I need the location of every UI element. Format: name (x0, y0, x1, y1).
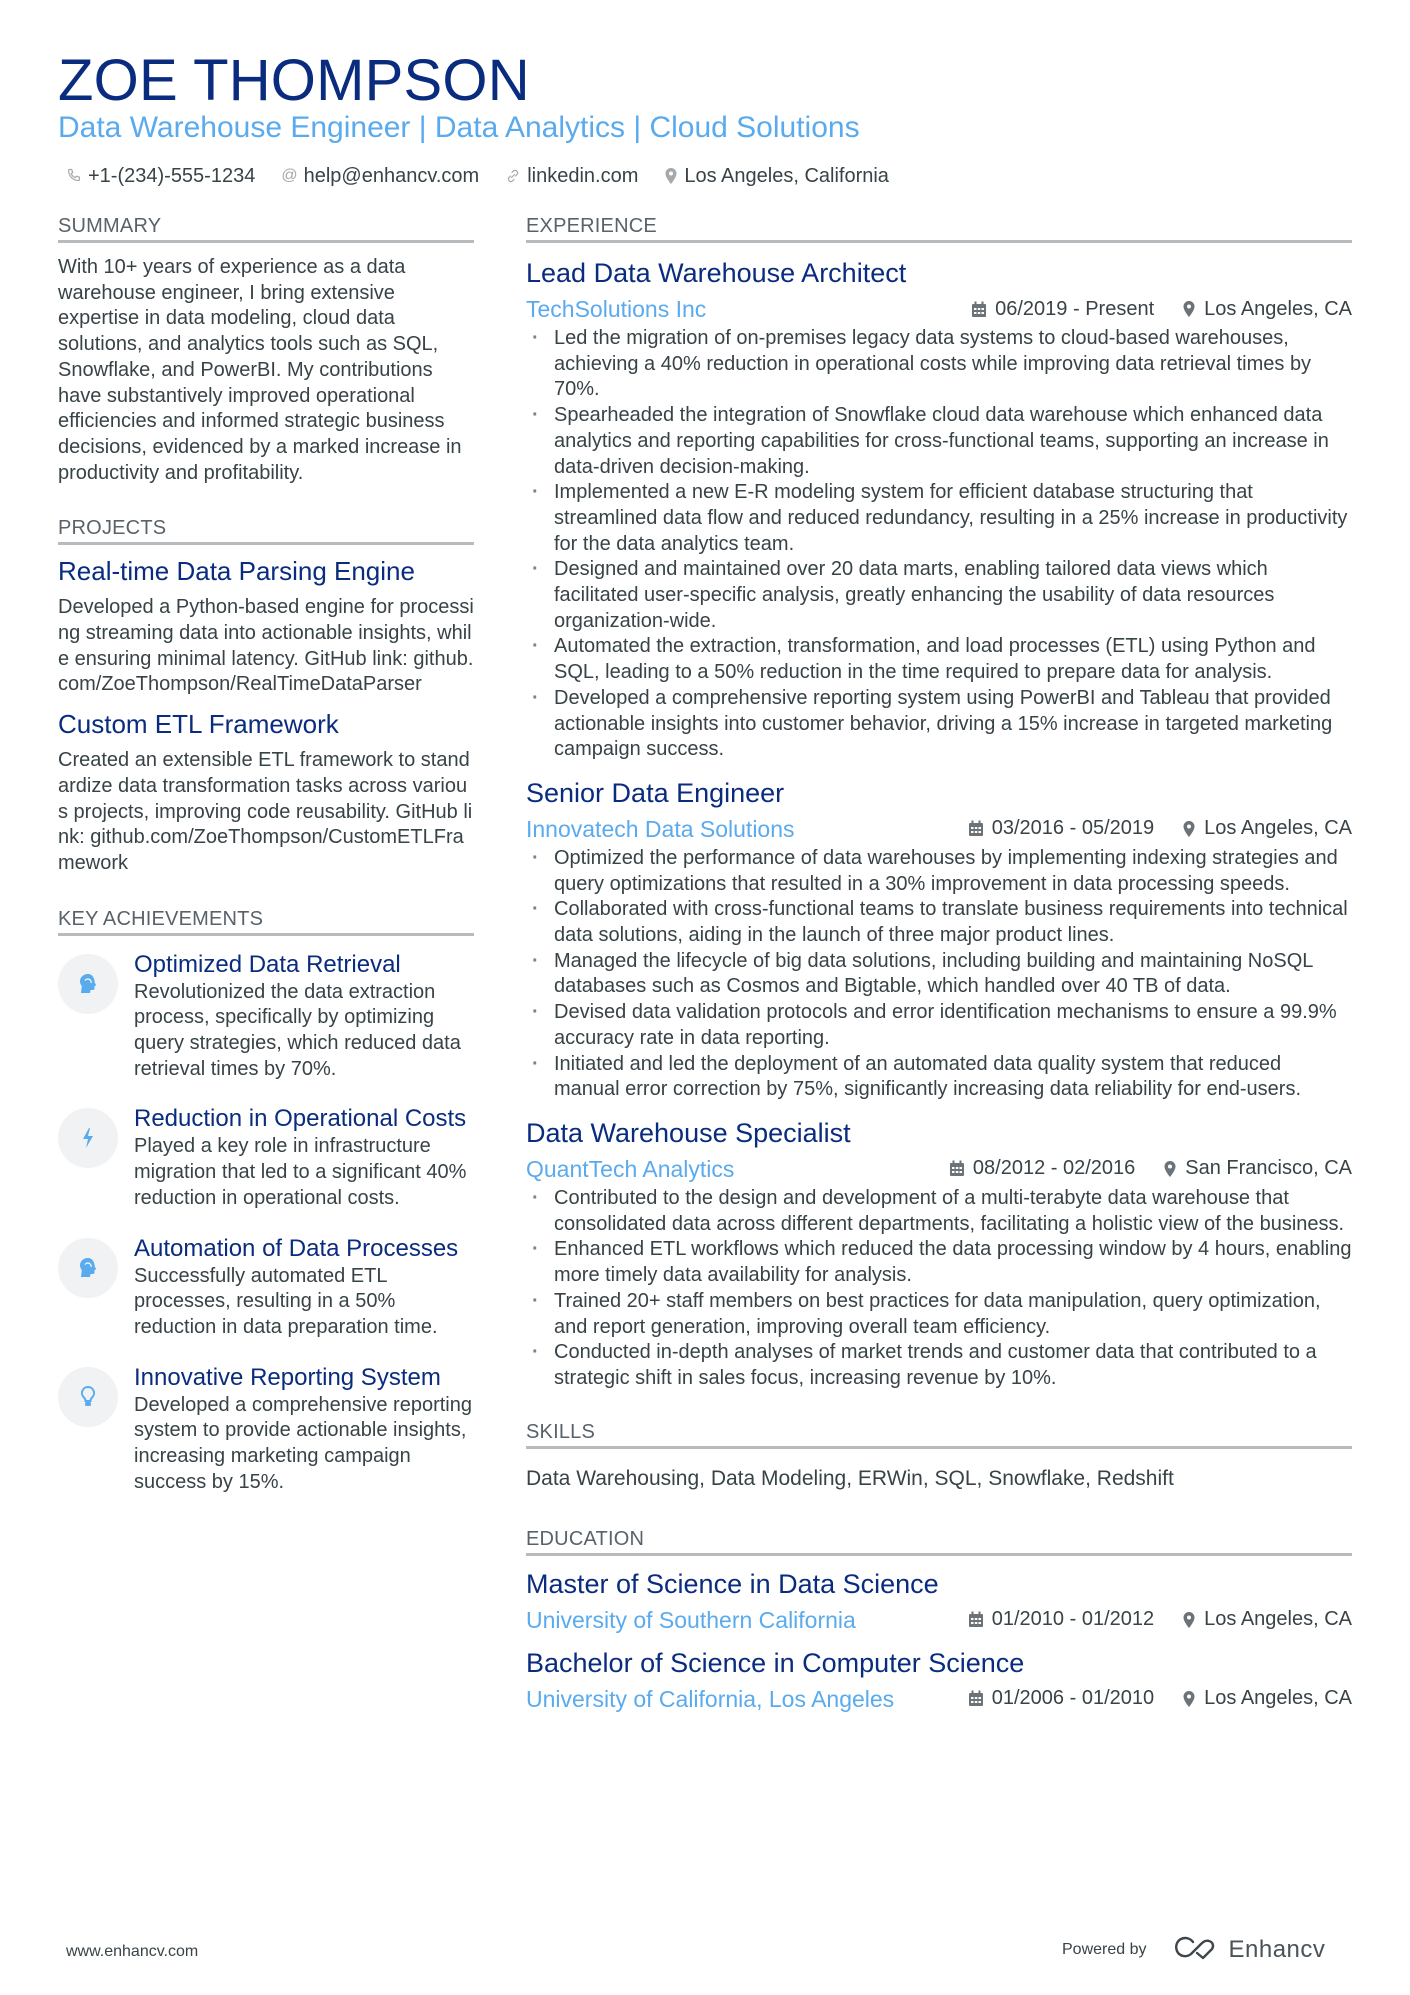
skills-section (526, 1420, 1352, 1493)
achievement-title: Optimized Data Retrieval (134, 950, 401, 978)
achievement-description: Successfully automated ETL processes, resulting in a 50% reduction in data preparation time. (134, 1264, 438, 1338)
location-text: Los Angeles, CA (1204, 297, 1352, 320)
job-title: Data Warehouse Specialist (526, 1117, 851, 1148)
bullet-item: · Spearheaded the integration of Snowflake cloud data warehouse which enhanced data analytics and reporting capabilities for cross-functional teams, supporting an increase in data-driven decision-making. (526, 403, 1352, 480)
job-bullets (526, 1186, 1352, 1392)
map-pin-icon (664, 167, 678, 185)
achievement-title: Automation of Data Processes (134, 1234, 459, 1262)
job-entry (526, 257, 1352, 763)
location-text: Los Angeles, CA (1204, 1687, 1352, 1710)
job-bullets (526, 326, 1352, 763)
degree-title: Master of Science in Data Science (526, 1568, 939, 1599)
section-title-skills: SKILLS (526, 1420, 1352, 1449)
bullet-item: · Implemented a new E-R modeling system for efficient database structuring that streamlined data flow and reduced redundancy, resulting in a 25% increase in productivity for the data analytics team. (526, 480, 1352, 557)
skills-list: Data Warehousing, Data Modeling, ERWin, SQL, Snowflake, Redshift (526, 1466, 1174, 1490)
school-name: University of Southern California (526, 1606, 856, 1633)
dates-text: 06/2019 - Present (995, 297, 1155, 320)
powered-by-label: Powered by (1062, 1940, 1147, 1958)
achievement-title: Innovative Reporting System (134, 1363, 441, 1391)
achievement-description: Developed a comprehensive reporting system to provide actionable insights, increasing marketing campaign success by 15%. (134, 1393, 472, 1493)
calendar-icon (968, 820, 984, 837)
education-dates (968, 1687, 1154, 1710)
project-item (58, 555, 474, 698)
map-pin-icon (1163, 1160, 1177, 1178)
email-text: help@enhancv.com (303, 165, 480, 187)
achievements-section (58, 907, 474, 1496)
bullet-item: · Trained 20+ staff members on best practices for data manipulation, query optimization, and report generation, improving overall team efficiency. (526, 1289, 1352, 1340)
project-description: Created an extensible ETL framework to standardize data transformation tasks across various projects, improving code reusability. GitHub link: github.com/ZoeThompson/CustomETLFramework (58, 749, 473, 874)
bullet-item: · Developed a comprehensive reporting system using PowerBI and Tableau that provided actionable insights into customer behavior, driving a 15% increase in targeted marketing campaign success. (526, 686, 1352, 763)
bullet-item: · Managed the lifecycle of big data solutions, including building and maintaining NoSQL databases such as Cosmos and Bigtable, which handled over 40 TB of data. (526, 949, 1352, 1000)
company-name: Innovatech Data Solutions (526, 815, 795, 842)
location-text: Los Angeles, California (684, 165, 889, 187)
dates-text: 01/2006 - 01/2010 (991, 1687, 1155, 1710)
experience-section (526, 214, 1352, 1392)
project-description: Developed a Python-based engine for processing streaming data into actionable insights, while ensuring minimal latency. GitHub link: github.com/ZoeThompson/RealTimeDataParser (58, 596, 474, 696)
achievement-item (58, 950, 474, 1083)
linkedin-text: linkedin.com (527, 165, 639, 187)
company-name: TechSolutions Inc (526, 296, 707, 322)
project-title: Custom ETL Framework (58, 709, 339, 740)
bullet-item: · Automated the extraction, transformation, and load processes (ETL) using Python and SQL, leading to a 50% reduction in the time required to prepare data for analysis. (526, 634, 1352, 685)
enhancv-logo-icon (1173, 1934, 1221, 1965)
job-title: Lead Data Warehouse Architect (526, 258, 907, 288)
section-title-education: EDUCATION (526, 1527, 1352, 1556)
summary-text: With 10+ years of experience as a data warehouse engineer, I bring extensive expertise in data modeling, cloud data solutions, and analytics tools such as SQL, Snowflake, and PowerBI. My contributions have substantively improved operational efficiencies and informed strategic business decisions, evidenced by a marked increase in productivity and profitability. (58, 256, 462, 484)
calendar-icon (968, 1611, 984, 1628)
bullet-item: · Devised data validation protocols and error identification mechanisms to ensure a 99.9% accuracy rate in data reporting. (526, 1000, 1352, 1051)
education-location (1182, 1687, 1352, 1710)
section-title-experience: EXPERIENCE (526, 214, 1352, 243)
job-location (1163, 1157, 1352, 1180)
job-entry (526, 777, 1352, 1103)
education-entry (526, 1647, 1352, 1714)
contact-row (66, 163, 889, 189)
job-meta (526, 294, 1352, 324)
projects-section (58, 516, 474, 876)
bullet-item: · Enhanced ETL workflows which reduced the data processing window by 4 hours, enabling more timely data availability for analysis. (526, 1237, 1352, 1288)
achievement-description: Revolutionized the data extraction process, specifically by optimizing query strategies, which reduced data retrieval times by 70%. (134, 980, 461, 1080)
section-title-summary: SUMMARY (58, 214, 474, 243)
dates-text: 01/2010 - 01/2012 (991, 1608, 1155, 1631)
map-pin-icon (1182, 820, 1196, 838)
job-location (1182, 817, 1352, 840)
education-meta (526, 1605, 1352, 1635)
section-title-projects: PROJECTS (58, 516, 474, 545)
job-dates (949, 1157, 1135, 1180)
footer-branding[interactable] (1062, 1934, 1325, 1965)
education-meta (526, 1684, 1352, 1714)
right-column (526, 214, 1352, 1714)
job-title: Senior Data Engineer (526, 777, 785, 808)
location-text: Los Angeles, CA (1204, 1608, 1352, 1631)
calendar-icon (949, 1160, 965, 1177)
left-column (58, 214, 474, 1496)
job-location (1182, 298, 1352, 321)
lightning-bolt-icon (58, 1108, 118, 1168)
summary-section (58, 214, 474, 486)
map-pin-icon (1182, 1690, 1196, 1708)
project-item (58, 708, 474, 877)
job-dates (968, 817, 1154, 840)
contact-location (664, 163, 889, 189)
footer-website-link[interactable]: www.enhancv.com (66, 1943, 199, 1960)
achievement-item (58, 1104, 474, 1211)
at-icon: @ (281, 167, 298, 184)
school-name: University of California, Los Angeles (526, 1685, 895, 1712)
job-meta (526, 814, 1352, 844)
calendar-icon (968, 1690, 984, 1707)
achievement-title: Reduction in Operational Costs (134, 1105, 467, 1133)
phone-icon (66, 168, 82, 184)
job-bullets (526, 846, 1352, 1103)
bullet-item: · Led the migration of on-premises legacy data systems to cloud-based warehouses, achieving a 40% reduction in operational costs while improving data retrieval times by 70%. (526, 326, 1352, 403)
achievement-description: Played a key role in infrastructure migration that led to a significant 40% reduction in operational costs. (134, 1135, 467, 1209)
map-pin-icon (1182, 1611, 1196, 1629)
brain-head-icon (58, 1238, 118, 1298)
bullet-item: · Contributed to the design and development of a multi-terabyte data warehouse that consolidated data across different departments, facilitating a holistic view of the business. (526, 1186, 1352, 1237)
achievement-item (58, 1363, 474, 1496)
bullet-item: · Optimized the performance of data warehouses by implementing indexing strategies and query optimizations that resulted in a 30% improvement in data processing speeds. (526, 846, 1352, 897)
contact-email[interactable] (281, 163, 479, 189)
bullet-item: · Conducted in-depth analyses of market trends and customer data that contributed to a strategic shift in sales focus, increasing revenue by 10%. (526, 1340, 1352, 1391)
achievement-item (58, 1234, 474, 1341)
phone-text: +1-(234)-555-1234 (88, 165, 256, 187)
education-section (526, 1527, 1352, 1714)
bullet-item: · Collaborated with cross-functional teams to translate business requirements into technical data solutions, aiding in the launch of three major product lines. (526, 897, 1352, 948)
dates-text: 03/2016 - 05/2019 (991, 817, 1155, 840)
job-meta (526, 1154, 1352, 1184)
section-title-achievements: KEY ACHIEVEMENTS (58, 907, 474, 936)
job-entry (526, 1117, 1352, 1392)
brand-name: Enhancv (1228, 1935, 1326, 1963)
contact-linkedin[interactable] (505, 163, 638, 189)
lightbulb-icon (58, 1367, 118, 1427)
location-text: San Francisco, CA (1185, 1157, 1352, 1180)
link-icon (505, 168, 521, 184)
location-text: Los Angeles, CA (1204, 817, 1352, 840)
bullet-item: · Initiated and led the deployment of an automated data quality system that reduced manual error correction by 75%, significantly increasing data reliability for end-users. (526, 1052, 1352, 1103)
company-name: QuantTech Analytics (526, 1155, 735, 1182)
job-dates (971, 298, 1154, 321)
project-title: Real-time Data Parsing Engine (58, 556, 415, 587)
calendar-icon (971, 301, 987, 318)
education-entry (526, 1568, 1352, 1635)
bullet-item: · Designed and maintained over 20 data marts, enabling tailored data views which facilitated user-specific analysis, greatly enhancing the usability of data resources organization-wide. (526, 557, 1352, 634)
dates-text: 08/2012 - 02/2016 (972, 1157, 1136, 1180)
degree-title: Bachelor of Science in Computer Science (526, 1647, 1025, 1678)
education-location (1182, 1608, 1352, 1631)
candidate-name: ZOE THOMPSON (58, 48, 530, 113)
education-dates (968, 1608, 1154, 1631)
map-pin-icon (1182, 300, 1196, 318)
headline: Data Warehouse Engineer | Data Analytics | Cloud Solutions (58, 111, 860, 144)
contact-phone[interactable] (66, 163, 255, 189)
brain-head-icon (58, 954, 118, 1014)
